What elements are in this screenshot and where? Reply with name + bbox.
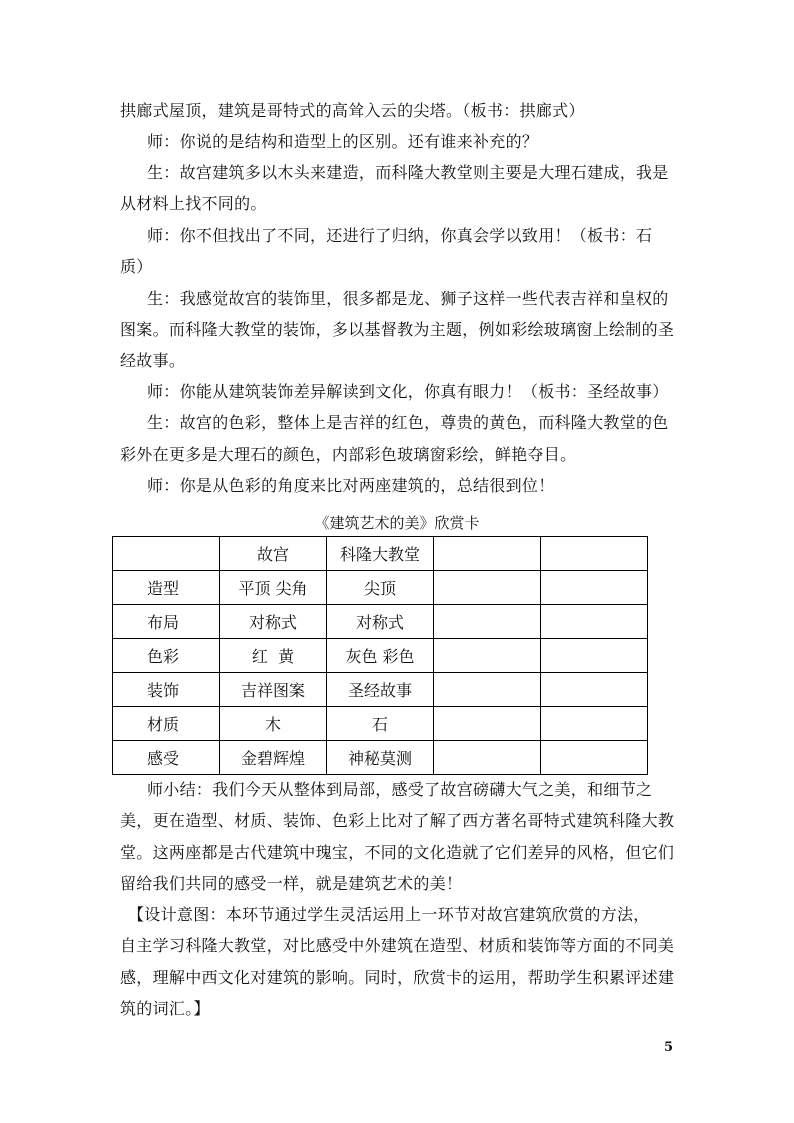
table-cell: 对称式 [327, 605, 434, 639]
text-line: 筑的词汇。】 [120, 999, 210, 1018]
table-cell: 石 [327, 707, 434, 741]
table-cell [541, 639, 648, 673]
text-line: 自主学习科隆大教堂，对比感受中外建筑在造型、材质和装饰等方面的不同美 [120, 936, 675, 955]
table-cell [434, 639, 541, 673]
text-line: 图案。而科隆大教堂的装饰，多以基督教为主题，例如彩绘玻璃窗上绘制的圣 [120, 320, 675, 339]
text-line: 堂。这两座都是古代建筑中瑰宝，不同的文化造就了它们差异的风格，但它们 [120, 843, 675, 862]
table-cell: 尖顶 [327, 571, 434, 605]
row-label: 色彩 [113, 639, 220, 673]
row-label: 材质 [113, 707, 220, 741]
appreciation-card-table [112, 536, 648, 775]
table-cell: 神秘莫测 [327, 741, 434, 775]
text-line: 生：故宫建筑多以木头来建造，而科隆大教堂则主要是大理石建成，我是 [147, 163, 669, 182]
table-cell [541, 741, 648, 775]
text-line: 拱廊式屋顶，建筑是哥特式的高耸入云的尖塔。（板书：拱廊式） [120, 101, 585, 120]
text-line: 师：你不但找出了不同，还进行了归纳，你真会学以致用！（板书：石 [147, 226, 653, 245]
row-label: 装饰 [113, 673, 220, 707]
table-cell: 吉祥图案 [220, 673, 327, 707]
table-header-cell: 故宫 [220, 537, 327, 571]
table-cell [434, 707, 541, 741]
table-cell: 红 黄 [220, 639, 327, 673]
row-label: 感受 [113, 741, 220, 775]
text-line: 从材料上找不同的。 [120, 194, 267, 213]
table-cell [434, 673, 541, 707]
table-row [113, 673, 648, 707]
text-line: 美，更在造型、材质、装饰、色彩上比对了解了西方著名哥特式建筑科隆大教 [120, 811, 675, 830]
table-cell [541, 673, 648, 707]
table-row [113, 571, 648, 605]
text-line: 质） [120, 257, 153, 276]
table-row [113, 639, 648, 673]
table-cell: 圣经故事 [327, 673, 434, 707]
text-line: 彩外在更多是大理石的颜色，内部彩色玻璃窗彩绘，鲜艳夺目。 [120, 445, 577, 464]
table-cell [434, 605, 541, 639]
table-row [113, 707, 648, 741]
table-cell [434, 741, 541, 775]
table-cell: 木 [220, 707, 327, 741]
table-cell [113, 537, 220, 571]
table-cell: 灰色 彩色 [327, 639, 434, 673]
table-cell: 对称式 [220, 605, 327, 639]
table-cell: 金碧辉煌 [220, 741, 327, 775]
text-line: 感，理解中西文化对建筑的影响。同时，欣赏卡的运用，帮助学生积累评述建 [120, 968, 675, 987]
table-caption: 《建筑艺术的美》欣赏卡 [314, 514, 480, 532]
page-number: 5 [664, 1040, 674, 1055]
text-line: 生：故宫的色彩，整体上是吉祥的红色，尊贵的黄色，而科隆大教堂的色 [147, 413, 669, 432]
table-header-cell: 科隆大教堂 [327, 537, 434, 571]
text-line: 师小结：我们今天从整体到局部，感受了故宫磅礴大气之美，和细节之 [147, 780, 653, 799]
text-line: 师：你能从建筑装饰差异解读到文化，你真有眼力！（板书：圣经故事） [147, 382, 669, 401]
table-cell [541, 571, 648, 605]
text-line: 师：你说的是结构和造型上的区别。还有谁来补充的？ [147, 132, 539, 151]
text-line: 经故事。 [120, 351, 186, 370]
text-line: 留给我们共同的感受一样，就是建筑艺术的美！ [120, 874, 463, 893]
text-line: 师：你是从色彩的角度来比对两座建筑的，总结很到位！ [147, 476, 555, 495]
table-cell [434, 571, 541, 605]
table-row [113, 741, 648, 775]
row-label: 布局 [113, 605, 220, 639]
row-label: 造型 [113, 571, 220, 605]
table-cell [541, 707, 648, 741]
text-line: 【设计意图：本环节通过学生灵活运用上一环节对故宫建筑欣赏的方法， [128, 905, 650, 924]
table-cell [434, 537, 541, 571]
table-header-row [113, 537, 648, 571]
table-row [113, 605, 648, 639]
table-cell [541, 537, 648, 571]
table-cell [541, 605, 648, 639]
text-line: 生：我感觉故宫的装饰里，很多都是龙、狮子这样一些代表吉祥和皇权的 [147, 289, 669, 308]
table-cell: 平顶 尖角 [220, 571, 327, 605]
